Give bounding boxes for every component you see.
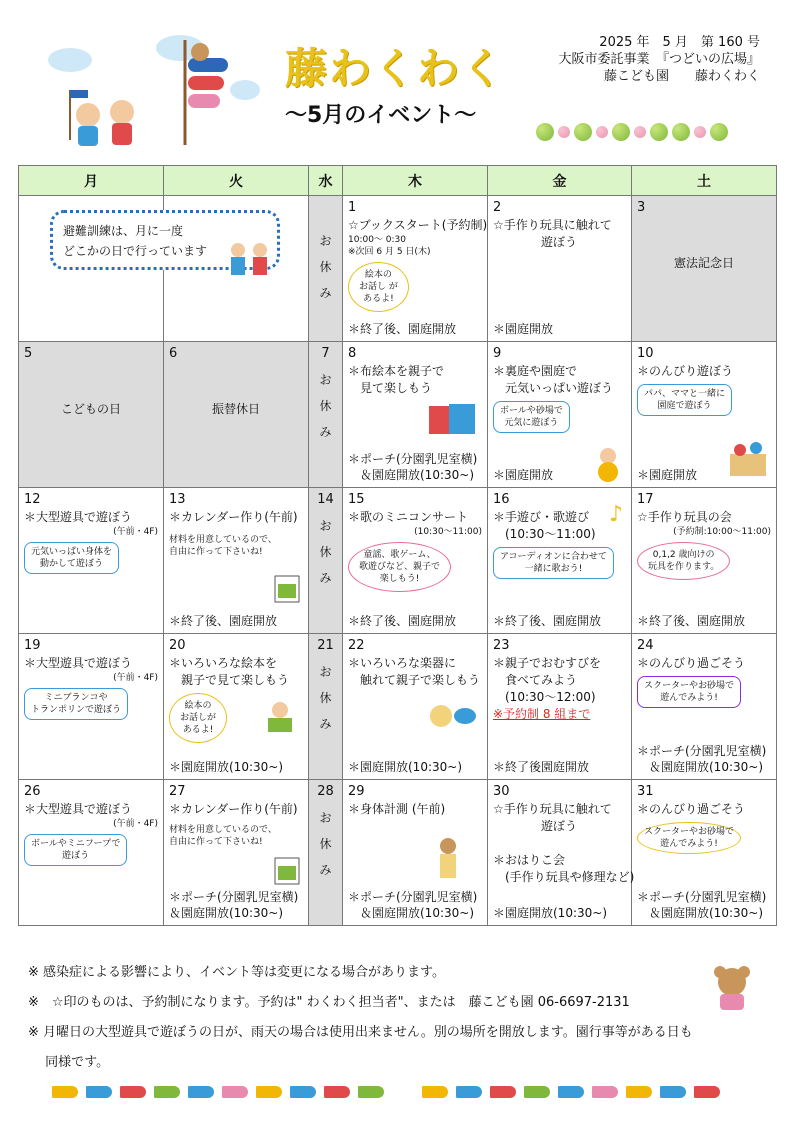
day-number: 22	[348, 638, 365, 653]
event-text: ＊カレンダー作り(午前)	[169, 510, 298, 524]
event-footer: ＊園庭開放	[493, 468, 554, 482]
footnote: ※ 感染症による影響により、イベント等は変更になる場合があります。	[28, 965, 445, 980]
event-text: ＊いろいろな楽器に 触れて親子で楽しもう	[348, 656, 481, 687]
picture-book-icon	[427, 402, 477, 438]
event-footer: ＊終了後園庭開放	[493, 760, 590, 774]
event-text: ＊のんびり遊ぼう	[637, 364, 734, 378]
day-number: 12	[24, 492, 41, 507]
day-cell-12	[19, 488, 164, 634]
day-cell-31	[632, 780, 777, 926]
day-number: 29	[348, 784, 365, 799]
speech-bubble: ボールや砂場で 元気に遊ぼう	[493, 401, 570, 433]
event-text: ＊大型遊具で遊ぼう	[24, 802, 133, 816]
reservation-warning: ※予約制 8 組まで	[493, 707, 591, 721]
holiday-label: 振替休日	[211, 402, 260, 416]
wed-closed-cell	[309, 780, 343, 926]
event-footer: ＊終了後、園庭開放	[493, 614, 602, 628]
calendar-icon	[274, 856, 300, 886]
day-cell-22	[343, 634, 488, 780]
day-number: 16	[493, 492, 510, 507]
event-note: 材料を用意しているので、 自由に作って下さいね!	[169, 535, 277, 557]
day-number: 31	[637, 784, 654, 799]
event-footer: ＊終了後、園庭開放	[637, 614, 746, 628]
event-note: (予約制:10:00～11:00)	[673, 527, 771, 537]
event-footer: ＊園庭開放	[637, 468, 698, 482]
speech-bubble: 絵本の お話し が あるよ!	[348, 262, 409, 312]
event-text: ＊裏庭や園庭で 元気いっぱい遊ぼう	[493, 364, 614, 395]
event-note: (午前・4F)	[113, 819, 158, 829]
instruments-icon	[429, 702, 477, 730]
day-cell-17	[632, 488, 777, 634]
closed-label: お 休 み	[319, 519, 332, 585]
event-footer: ＊園庭開放	[493, 322, 554, 336]
speech-bubble: 0,1,2 歳向けの 玩具を作ります。	[637, 542, 730, 580]
day-cell-5	[19, 342, 164, 488]
speech-bubble: 絵本の お話しが あるよ!	[169, 693, 227, 743]
event-text: ☆手作り玩具に触れて 遊ぼう	[493, 218, 612, 249]
day-number: 23	[493, 638, 510, 653]
day-number: 3	[637, 200, 646, 215]
wed-closed-cell	[309, 634, 343, 780]
day-cell-23	[488, 634, 632, 780]
day-number: 13	[169, 492, 186, 507]
holiday-label: こどもの日	[60, 402, 121, 416]
event-footer: ＊園庭開放(10:30~)	[348, 760, 463, 774]
event-text: ＊大型遊具で遊ぼう	[24, 656, 133, 670]
event-footer: ＊ポーチ(分園乳児室横) ＆園庭開放(10:30~)	[637, 744, 767, 774]
speech-bubble: パパ、ママと一緒に 園庭で遊ぼう	[637, 384, 732, 416]
event-text: ＊カレンダー作り(午前)	[169, 802, 298, 816]
clover-decoration	[536, 120, 766, 144]
event-footer: ＊ポーチ(分園乳児室横) ＆園庭開放(10:30~)	[348, 452, 478, 482]
day-number: 26	[24, 784, 41, 799]
day-number: 20	[169, 638, 186, 653]
day-number: 14	[317, 492, 334, 507]
event-note: 材料を用意しているので、 自由に作って下さいね!	[169, 825, 277, 847]
newsletter-title: 藤わくわく	[285, 44, 506, 93]
day-cell-20	[164, 634, 309, 780]
footnote: ※ 月曜日の大型遊具で遊ぼうの日が、雨天の場合は使用出来ません。別の場所を開放します。園行事等がある日も	[28, 1025, 693, 1040]
week-row	[19, 634, 777, 780]
day-number: 6	[169, 346, 178, 361]
speech-bubble: 元気いっぱい身体を 動かして遊ぼう	[24, 542, 119, 574]
speech-bubble: スクーターやお砂場で 遊んでみよう!	[637, 676, 741, 708]
day-cell-26	[19, 780, 164, 926]
event-text: ☆ブックスタート(予約制)	[348, 218, 488, 232]
measuring-child-icon	[433, 836, 463, 882]
week-row	[19, 780, 777, 926]
event-footer: ＊終了後、園庭開放	[169, 614, 278, 628]
koinobori-children-illustration	[40, 30, 260, 150]
speech-bubble: スクーターやお砂場で 遊んでみよう!	[637, 822, 741, 854]
day-cell-3	[632, 196, 777, 342]
event-note: (午前・4F)	[113, 673, 158, 683]
week-row	[19, 342, 777, 488]
issue-info	[558, 34, 760, 85]
closed-label: お 休 み	[319, 234, 332, 300]
event-footer: ＊ポーチ(分園乳児室横) ＆園庭開放(10:30~)	[637, 890, 767, 920]
wed-closed-cell	[309, 488, 343, 634]
speech-bubble: ミニブランコや トランポリンで遊ぼう	[24, 688, 128, 720]
music-note-icon: ♪	[608, 502, 623, 527]
day-number: 9	[493, 346, 502, 361]
event-text: ＊いろいろな絵本を 親子で見て楽しもう	[169, 656, 290, 687]
event-text: ☆手作り玩具に触れて 遊ぼう ＊おはりこ会 (手作り玩具や修理など)	[493, 802, 635, 884]
event-text: ＊大型遊具で遊ぼう	[24, 510, 133, 524]
issue-organizer: 大阪市委託事業 『つどいの広場』	[558, 52, 760, 67]
day-cell-8	[343, 342, 488, 488]
event-footer: ＊園庭開放(10:30~)	[493, 906, 608, 920]
week-row	[19, 488, 777, 634]
event-text: ＊のんびり過ごそう	[637, 802, 746, 816]
closed-label: お 休 み	[319, 373, 332, 439]
speech-bubble: アコーディオンに合わせて 一緒に歌おう!	[493, 547, 614, 579]
footnotes	[28, 958, 758, 1078]
event-footer: ＊ポーチ(分園乳児室横) ＆園庭開放(10:30~)	[169, 890, 299, 920]
day-cell-10	[632, 342, 777, 488]
evacuation-drill-notice: 避難訓練は、月に一度 どこかの日で行っています	[50, 210, 280, 270]
event-text: ＊歌のミニコンサート	[348, 510, 469, 524]
day-cell-1	[343, 196, 488, 342]
day-cell-2	[488, 196, 632, 342]
event-footer: ＊終了後、園庭開放	[348, 322, 457, 336]
wed-closed-cell	[309, 342, 343, 488]
day-number: 1	[348, 200, 357, 215]
day-cell-24	[632, 634, 777, 780]
closed-label: お 休 み	[319, 811, 332, 877]
day-cell-15	[343, 488, 488, 634]
event-text: ＊身体計測 (午前)	[348, 802, 446, 816]
event-text: ＊布絵本を親子で 見て楽しもう	[348, 364, 445, 395]
children-icon	[226, 240, 274, 280]
event-text: ☆手作り玩具の会	[637, 510, 732, 524]
calendar-icon	[274, 574, 300, 604]
weekday-header-row	[19, 166, 777, 196]
day-number: 7	[321, 346, 330, 361]
wed-closed-cell	[309, 196, 343, 342]
day-number: 15	[348, 492, 365, 507]
toy-box-icon	[726, 438, 770, 478]
day-cell-6	[164, 342, 309, 488]
day-cell-29	[343, 780, 488, 926]
event-calendar	[18, 165, 777, 926]
day-number: 28	[317, 784, 334, 799]
event-time: 10:00～ 0:30 ※次回 6 月 5 日(木)	[348, 235, 431, 257]
event-text: ＊のんびり過ごそう	[637, 656, 746, 670]
reading-child-icon	[262, 700, 298, 734]
day-number: 10	[637, 346, 654, 361]
weekday-tue: 火	[164, 166, 309, 196]
closed-label: お 休 み	[319, 665, 332, 731]
issue-location: 藤こども園 藤わくわく	[603, 69, 760, 84]
day-number: 2	[493, 200, 502, 215]
day-number: 30	[493, 784, 510, 799]
day-number: 19	[24, 638, 41, 653]
footnote: 同様です。	[28, 1055, 110, 1070]
bear-mascot-icon	[710, 962, 754, 1012]
day-number: 21	[317, 638, 334, 653]
footnote: ※ ☆印のものは、予約制になります。予約は" わくわく担当者"、または 藤こども園 06-6697-2131	[28, 995, 630, 1010]
day-number: 24	[637, 638, 654, 653]
day-cell-13	[164, 488, 309, 634]
event-note: (10:30～11:00)	[414, 527, 482, 537]
koinobori-streamer-decoration	[52, 1086, 752, 1104]
day-number: 27	[169, 784, 186, 799]
day-cell-16	[488, 488, 632, 634]
event-text: ＊手遊び・歌遊び (10:30～11:00)	[493, 510, 596, 541]
event-footer: ＊終了後、園庭開放	[348, 614, 457, 628]
child-ball-icon	[591, 446, 625, 482]
day-cell-27	[164, 780, 309, 926]
event-footer: ＊園庭開放(10:30~)	[169, 760, 284, 774]
speech-bubble: 童謡、歌ゲーム、 歌遊びなど、親子で 楽しもう!	[348, 542, 451, 592]
day-cell-19	[19, 634, 164, 780]
weekday-fri: 金	[488, 166, 632, 196]
newsletter-subtitle: ～5月のイベント～	[285, 103, 477, 128]
day-cell-30	[488, 780, 635, 926]
weekday-sat: 土	[632, 166, 777, 196]
event-text: ＊親子でおむすびを 食べてみよう (10:30～12:00)	[493, 656, 602, 704]
day-cell-9	[488, 342, 632, 488]
weekday-mon: 月	[19, 166, 164, 196]
holiday-label: 憲法記念日	[673, 256, 734, 270]
day-number: 8	[348, 346, 357, 361]
weekday-thu: 木	[343, 166, 488, 196]
day-number: 17	[637, 492, 654, 507]
issue-number: 2025 年 5 月 第 160 号	[599, 35, 760, 50]
event-note: (午前・4F)	[113, 527, 158, 537]
weekday-wed: 水	[309, 166, 343, 196]
event-footer: ＊ポーチ(分園乳児室横) ＆園庭開放(10:30~)	[348, 890, 478, 920]
speech-bubble: ボールやミニフープで 遊ぼう	[24, 834, 127, 866]
day-number: 5	[24, 346, 33, 361]
